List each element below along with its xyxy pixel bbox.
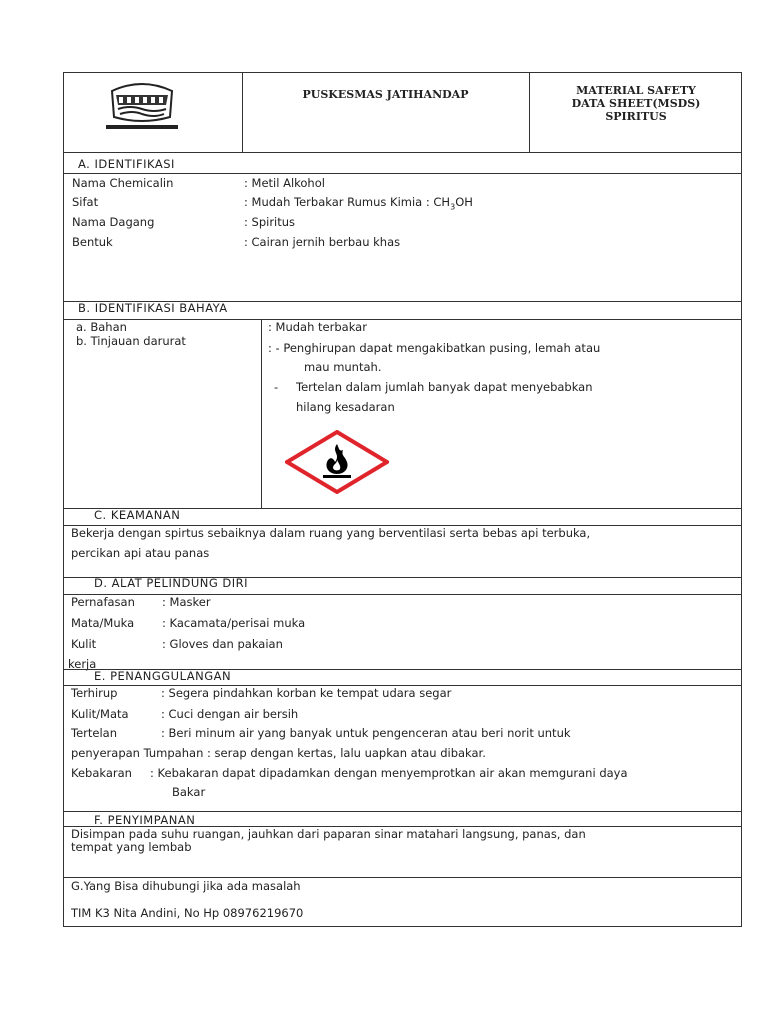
rule bbox=[64, 877, 741, 878]
doc-title-line-3: SPIRITUS bbox=[605, 110, 667, 123]
bahaya-label-a: a. Bahan bbox=[76, 320, 127, 334]
penyimpanan-line-2: tempat yang lembab bbox=[71, 840, 192, 854]
section-f-title: F. PENYIMPANAN bbox=[94, 813, 196, 827]
terhirup-value: : Segera pindahkan korban ke tempat udara segar bbox=[161, 686, 452, 700]
apd-value-3: : Gloves dan pakaian bbox=[162, 637, 283, 651]
id-value-2 bbox=[244, 195, 473, 214]
bahaya-dash: - bbox=[274, 380, 279, 394]
keamanan-line-2: percikan api atau panas bbox=[71, 546, 210, 560]
doc-title-line-2: DATA SHEET(MSDS) bbox=[571, 97, 701, 110]
bahaya-label-b: b. Tinjauan darurat bbox=[76, 334, 186, 348]
id-value-1: : Metil Alkohol bbox=[244, 176, 325, 190]
header-divider-1 bbox=[242, 73, 243, 152]
id-label-4: Bentuk bbox=[72, 235, 113, 249]
bahaya-value-b2-cont: hilang kesadaran bbox=[296, 400, 395, 414]
bahaya-value-b1-cont: mau muntah. bbox=[304, 360, 382, 374]
tertelan-value: : Beri minum air yang banyak untuk pengenceran atau beri norit untuk bbox=[161, 726, 571, 740]
penyimpanan-line-1: Disimpan pada suhu ruangan, jauhkan dari paparan sinar matahari langsung, panas, dan bbox=[71, 827, 586, 841]
flammable-ghs-icon bbox=[285, 430, 389, 494]
tertelan-label: Tertelan bbox=[71, 726, 117, 740]
section-b-title: B. IDENTIFIKASI BAHAYA bbox=[78, 301, 228, 315]
msds-sheet bbox=[63, 72, 742, 927]
kulit-value: : Cuci dengan air bersih bbox=[161, 707, 299, 721]
doc-title bbox=[529, 84, 743, 123]
bahaya-value-a: : Mudah terbakar bbox=[268, 320, 367, 334]
doc-title-line-1: MATERIAL SAFETY bbox=[576, 84, 696, 97]
terhirup-label: Terhirup bbox=[71, 686, 118, 700]
kontak-text: TIM K3 Nita Andini, No Hp 08976219670 bbox=[71, 906, 304, 920]
apd-value-2: : Kacamata/perisai muka bbox=[162, 616, 306, 630]
tertelan-line-2: penyerapan Tumpahan : serap dengan kertas, lalu uapkan atau dibakar. bbox=[71, 746, 486, 760]
keamanan-line-1: Bekerja dengan spirtus sebaiknya dalam ruang yang berventilasi serta bebas api terbuka, bbox=[71, 526, 591, 540]
id-value-2-text: : Mudah Terbakar Rumus Kimia : CH bbox=[244, 195, 451, 209]
logo-emblem-icon bbox=[104, 77, 180, 133]
section-b-divider bbox=[261, 319, 262, 508]
id-label-1: Nama Chemicalin bbox=[72, 176, 174, 190]
org-name: PUSKESMAS JATIHANDAP bbox=[302, 88, 469, 101]
apd-cont: kerja bbox=[68, 657, 97, 671]
kebakaran-label: Kebakaran bbox=[71, 766, 132, 780]
rule bbox=[64, 173, 741, 174]
bahaya-value-b1: : - Penghirupan dapat mengakibatkan pusing, lemah atau bbox=[268, 341, 601, 355]
formula-tail: OH bbox=[455, 195, 473, 209]
rule bbox=[64, 319, 741, 320]
rule bbox=[64, 152, 741, 153]
formula-subscript: 3 bbox=[450, 202, 456, 212]
apd-label-3: Kulit bbox=[71, 637, 97, 651]
id-label-3: Nama Dagang bbox=[72, 215, 155, 229]
id-value-3: : Spiritus bbox=[244, 215, 296, 229]
section-e-title: E. PENANGGULANGAN bbox=[94, 669, 232, 683]
kontak-title: G.Yang Bisa dihubungi jika ada masalah bbox=[71, 879, 301, 893]
bahaya-value-b2: Tertelan dalam jumlah banyak dapat menyebabkan bbox=[296, 380, 593, 394]
id-label-2: Sifat bbox=[72, 195, 99, 209]
section-c-title: C. KEAMANAN bbox=[94, 508, 181, 522]
id-value-4: : Cairan jernih berbau khas bbox=[244, 235, 401, 249]
apd-label-2: Mata/Muka bbox=[71, 616, 135, 630]
apd-value-1: : Masker bbox=[162, 595, 211, 609]
section-d-title: D. ALAT PELINDUNG DIRI bbox=[94, 576, 249, 590]
apd-label-1: Pernafasan bbox=[71, 595, 135, 609]
rule bbox=[64, 811, 741, 812]
kulit-label: Kulit/Mata bbox=[71, 707, 129, 721]
kebakaran-value: : Kebakaran dapat dipadamkan dengan menyemprotkan air akan memgurani daya bbox=[150, 766, 628, 780]
section-a-title: A. IDENTIFIKASI bbox=[78, 157, 175, 171]
kebakaran-cont: Bakar bbox=[172, 785, 206, 799]
